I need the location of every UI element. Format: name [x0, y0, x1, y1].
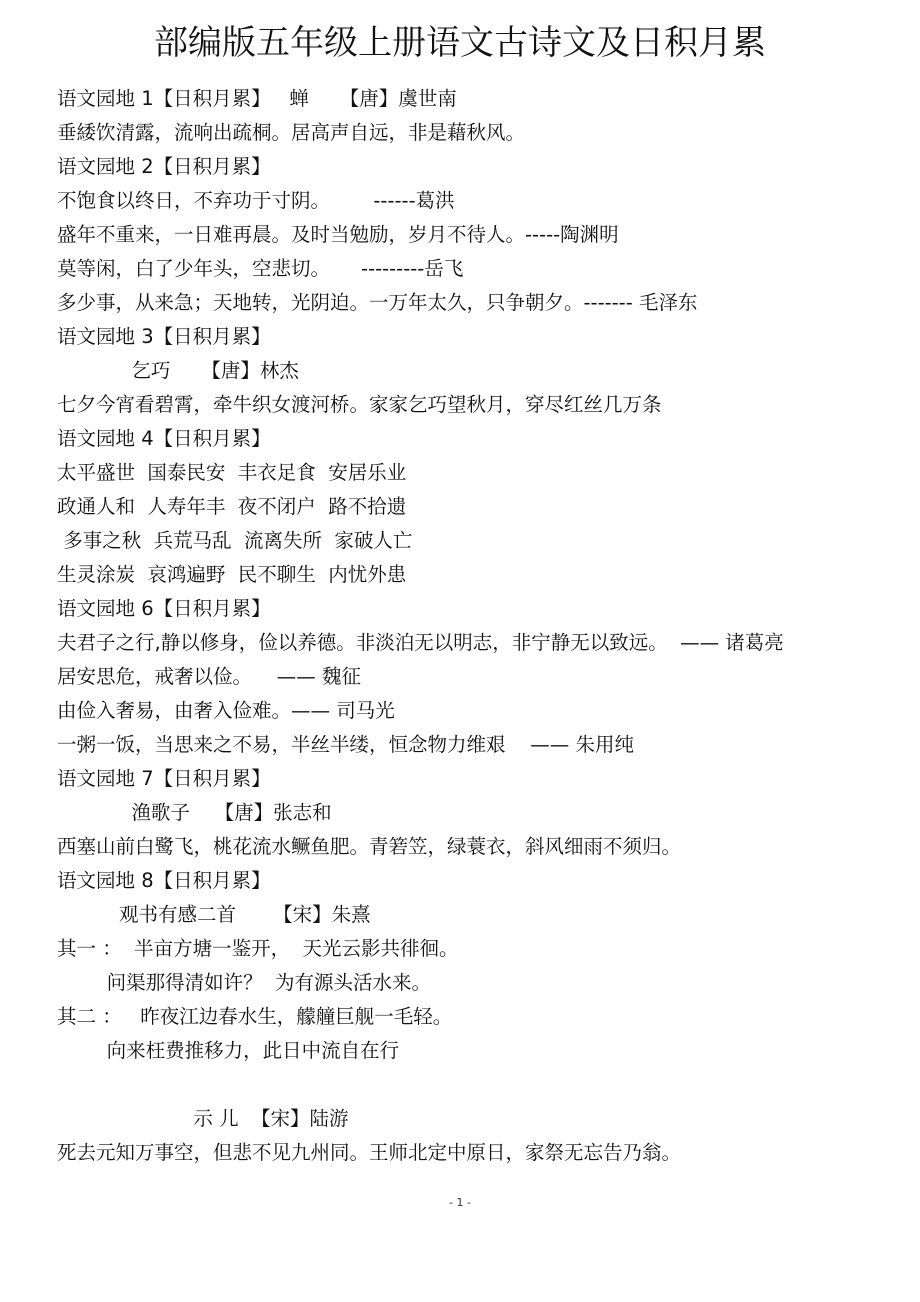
text-line: 语文园地 6【日积月累】	[57, 597, 271, 620]
text-line: 多少事，从来急；天地转，光阴迫。一万年太久，只争朝夕。------- 毛泽东	[57, 291, 698, 314]
page-title: 部编版五年级上册语文古诗文及日积月累	[154, 23, 766, 63]
text-line: 垂緌饮清露，流响出疏桐。居高声自远，非是藉秋风。	[57, 121, 526, 144]
text-line: 一粥一饭，当思来之不易，半丝半缕，恒念物力维艰 —— 朱用纯	[57, 733, 634, 756]
text-line: 多事之秋 兵荒马乱 流离失所 家破人亡	[57, 529, 413, 552]
text-line: 语文园地 3【日积月累】	[57, 325, 271, 348]
text-line: 太平盛世 国泰民安 丰衣足食 安居乐业	[57, 461, 407, 484]
text-line: 政通人和 人寿年丰 夜不闭户 路不拾遗	[57, 495, 407, 518]
text-line: 语文园地 4【日积月累】	[57, 427, 271, 450]
text-line: 夫君子之行,静以修身，俭以养德。非淡泊无以明志，非宁静无以致远。 —— 诸葛亮	[57, 631, 784, 654]
text-body	[57, 82, 877, 1170]
text-line: 由俭入奢易，由奢入俭难。—— 司马光	[57, 699, 395, 722]
text-line: 语文园地 8【日积月累】	[57, 869, 271, 892]
blank-line	[57, 1068, 877, 1102]
text-line: 乞巧 【唐】林杰	[57, 359, 299, 382]
text-line: 语文园地 1【日积月累】 蝉 【唐】虞世南	[57, 87, 457, 110]
text-line: 语文园地 7【日积月累】	[57, 767, 271, 790]
page-number: - 1 -	[449, 1196, 471, 1209]
text-line: 观书有感二首 【宋】朱熹	[57, 903, 371, 926]
text-line: 死去元知万事空，但悲不见九州同。王师北定中原日，家祭无忘告乃翁。	[57, 1141, 682, 1164]
text-line: 不饱食以终日，不弃功于寸阴。 ------葛洪	[57, 189, 455, 212]
text-line: 盛年不重来，一日难再晨。及时当勉励，岁月不待人。-----陶渊明	[57, 223, 619, 246]
text-line: 其二 ： 昨夜江边春水生，艨艟巨舰一毛轻。	[57, 1005, 453, 1028]
text-line: 西塞山前白鹭飞，桃花流水鳜鱼肥。青箬笠，绿蓑衣，斜风细雨不须归。	[57, 835, 682, 858]
text-line: 示 儿 【宋】陆游	[57, 1107, 349, 1130]
text-line: 问渠那得清如许？ 为有源头活水来。	[57, 971, 431, 994]
text-line: 其一 ： 半亩方塘一鉴开， 天光云影共徘徊。	[57, 937, 459, 960]
text-line: 莫等闲，白了少年头，空悲切。 ---------岳飞	[57, 257, 464, 280]
text-line: 渔歌子 【唐】张志和	[57, 801, 332, 824]
text-line: 生灵涂炭 哀鸿遍野 民不聊生 内忧外患	[57, 563, 407, 586]
text-line: 七夕今宵看碧霄，牵牛织女渡河桥。家家乞巧望秋月，穿尽红丝几万条	[57, 393, 662, 416]
text-line: 语文园地 2【日积月累】	[57, 155, 271, 178]
text-line: 向来枉费推移力，此日中流自在行	[57, 1039, 400, 1062]
text-line: 居安思危，戒奢以俭。 —— 魏征	[57, 665, 361, 688]
